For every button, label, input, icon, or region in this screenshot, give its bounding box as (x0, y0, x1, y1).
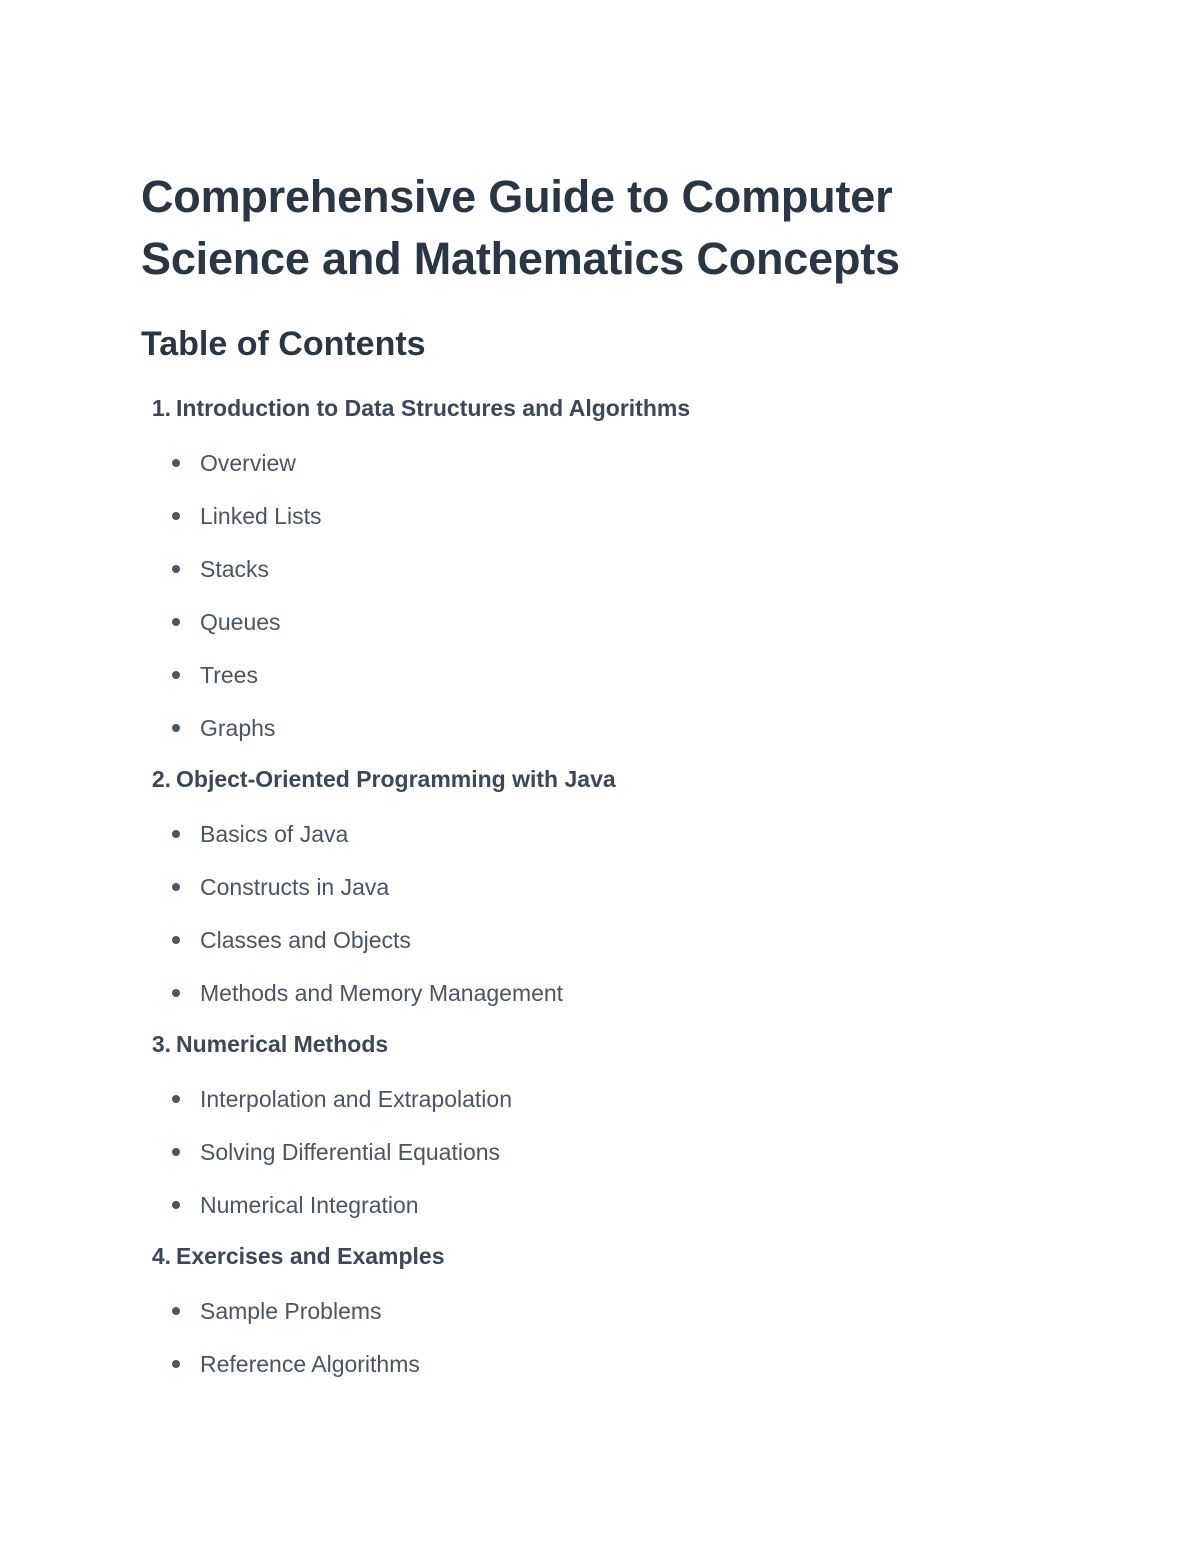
toc-subsection-item (141, 701, 1041, 754)
bullet-icon (172, 671, 180, 679)
toc-subsection-label: Constructs in Java (200, 873, 390, 900)
toc-subsection-label: Trees (200, 661, 258, 688)
toc-heading: Table of Contents (141, 325, 426, 363)
toc-subsection-item (141, 1072, 1041, 1125)
toc-section-number: 1. (151, 395, 171, 421)
toc-subsection-label: Stacks (200, 555, 270, 582)
toc-subsection-item (141, 1337, 1041, 1390)
document-title-line-2: Science and Mathematics Concepts (141, 233, 900, 284)
toc-section-number: 2. (151, 766, 171, 792)
toc-subsection-list (141, 807, 1041, 1019)
toc-subsection-label: Interpolation and Extrapolation (200, 1085, 512, 1112)
document-title-line-1: Comprehensive Guide to Computer (141, 171, 893, 222)
toc-subsection-list (141, 1284, 1041, 1390)
toc-subsection-item (141, 1284, 1041, 1337)
toc-section (141, 1240, 1041, 1390)
bullet-icon (172, 1360, 180, 1368)
toc-subsection-item (141, 807, 1041, 860)
toc-subsection-label: Methods and Memory Management (200, 979, 564, 1006)
bullet-icon (172, 512, 180, 520)
toc-section (141, 392, 1041, 754)
bullet-icon (172, 936, 180, 944)
toc-section-title: Object-Oriented Programming with Java (176, 766, 616, 792)
bullet-icon (172, 830, 180, 838)
toc-section-title: Exercises and Examples (176, 1243, 445, 1269)
toc-subsection-item (141, 860, 1041, 913)
toc-subsection-label: Overview (200, 449, 296, 476)
bullet-icon (172, 1095, 180, 1103)
toc-subsection-label: Basics of Java (200, 820, 349, 847)
toc-subsection-item (141, 595, 1041, 648)
bullet-icon (172, 1201, 180, 1209)
toc-subsection-label: Solving Differential Equations (200, 1138, 501, 1165)
toc-section-title: Introduction to Data Structures and Algorithms (176, 395, 691, 421)
bullet-icon (172, 724, 180, 732)
toc-subsection-item (141, 436, 1041, 489)
toc-section (141, 1028, 1041, 1231)
toc-subsection-label: Reference Algorithms (200, 1350, 420, 1377)
toc-subsection-label: Queues (200, 608, 281, 635)
toc-section-number: 3. (151, 1031, 171, 1057)
toc-subsection-item (141, 489, 1041, 542)
toc-subsection-label: Graphs (200, 714, 276, 741)
bullet-icon (172, 989, 180, 997)
toc-section-number: 4. (151, 1243, 171, 1269)
bullet-icon (172, 1307, 180, 1315)
toc-subsection-item (141, 913, 1041, 966)
toc-section-title: Numerical Methods (176, 1031, 389, 1057)
toc-subsection-label: Sample Problems (200, 1297, 382, 1324)
toc-subsection-label: Numerical Integration (200, 1191, 419, 1218)
toc-subsection-label: Classes and Objects (200, 926, 411, 953)
toc-subsection-item (141, 966, 1041, 1019)
document-title (141, 166, 1041, 290)
toc-subsection-label: Linked Lists (200, 502, 322, 529)
toc-section (141, 763, 1041, 1019)
toc-subsection-item (141, 1125, 1041, 1178)
toc-subsection-list (141, 436, 1041, 754)
table-of-contents (141, 392, 1041, 1390)
bullet-icon (172, 459, 180, 467)
toc-subsection-item (141, 1178, 1041, 1231)
toc-subsection-item (141, 542, 1041, 595)
toc-subsection-list (141, 1072, 1041, 1231)
bullet-icon (172, 618, 180, 626)
toc-subsection-item (141, 648, 1041, 701)
bullet-icon (172, 1148, 180, 1156)
document-page (141, 166, 1041, 1399)
bullet-icon (172, 883, 180, 891)
bullet-icon (172, 565, 180, 573)
